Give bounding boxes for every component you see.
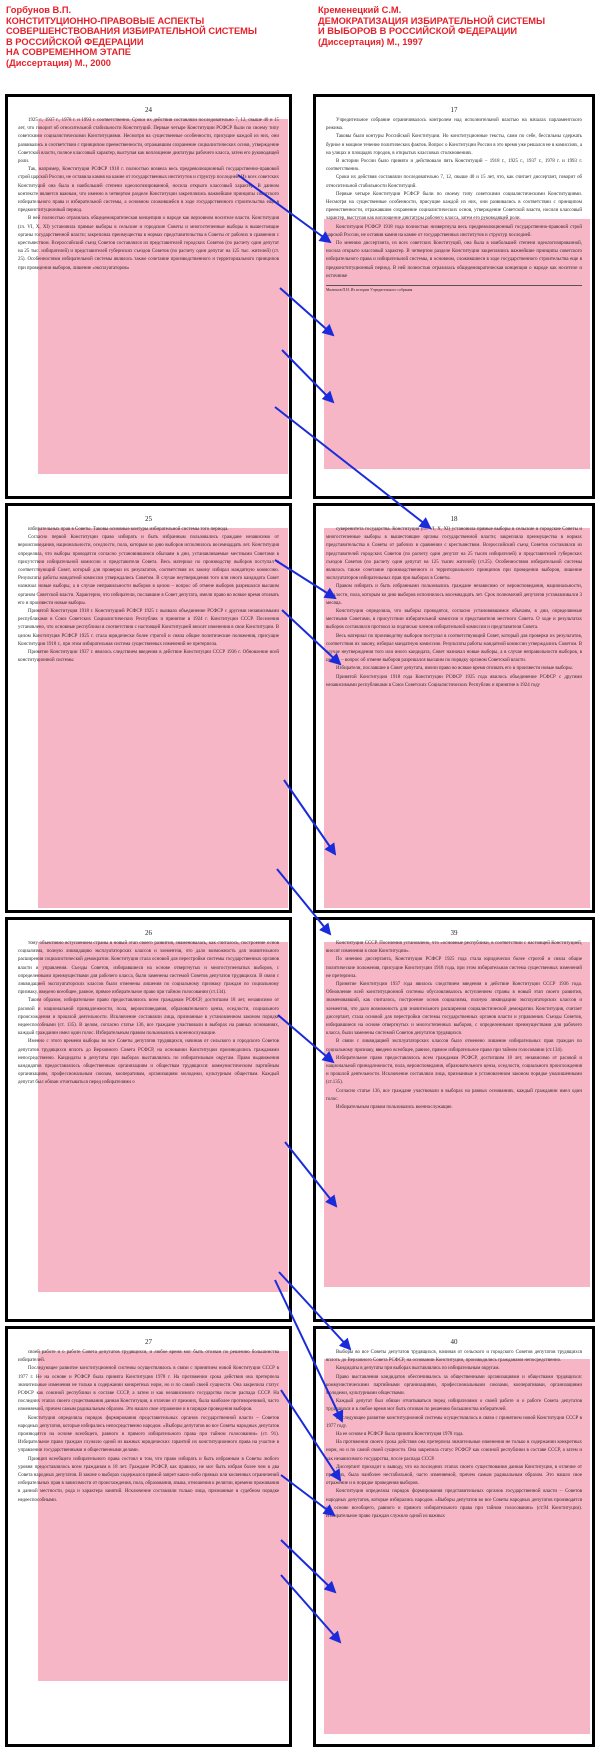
paragraph: По мнению диссертанта, Конституция РСФСР 1925 года стала юридически более строгой и сняла общие политические положения, присущие Конституции 1918 года, при этом избирательная система существенных изменений не претерпела. [326, 957, 582, 979]
paragraph: Конституция определяла, что выборы проводятся, согласно установившимся обычаям, в дни, определяемые местными Советами, в присутствии избирательной комиссии и представителя местного Совета. О ходе и результатах выборов составлялся протокол за подписью членов избирательной комиссии и представителя Совета. [326, 609, 582, 631]
paragraph: Правом избирать и быть избранными пользовались граждане независимо от вероисповедания, национальности, оседлости, пола, которым ко дню выборов исполнилось восемнадцать лет. Срок полномочий депутатов устанавливался 3 месяца. [326, 584, 582, 606]
header-left-line: НА СОВРЕМЕННОМ ЭТАПЕ [6, 47, 131, 58]
page-body [316, 526, 592, 690]
paragraph: В истории России было принято и действовало пять Конституций – 1918 г., 1925 г., 1937 г., 1978 г. и 1993 г. соответственно. [326, 159, 582, 173]
paragraph: 1925 г., 1937 г., 1978 г. и 1993 г. соответственно. Сроки их действия составляли последовательно 7, 12, свыше 40 и 15 лет, что говорит об относительной стабильности Конституций. Первые четыре Конституции РСФСР были по своему типу советскими социалистическими Конституциями. Несмотря на существенные особенности, присущие каждой из них, они развивались в соответствии с принципом преемственности, отражавшим сохранение социалистических основ, утверждение Советской власти, полное классовый характер, выступая как воплощение диктатуры рабочего класса, затем его руководящей роли. [18, 118, 279, 165]
paragraph: Принятой Конституция 1918 г. Конституцией РСФСР 1925 г. вызвало объединение РСФСР с другими независимыми республиками в Союз Советских Социалистических Республик и принятие в 1924 г. Конституции СССР. Поселения установлено, что основные республики в соответствии с настоящей Конституцией вносят изменения в свои Конституции. В целом Конституция РСФСР 1925 г. стала юридически более строгой и сняла общие политические положения, присущие Конституции 1918 г., при этом избирательная система существенных изменений не претерпела. [18, 609, 279, 647]
paragraph: Согласно первой Конституции право избирать и быть избранным пользовались граждане независимо от вероисповедания, национальности, оседлости, пола, которым ко дню выборов исполнилось восемнадцать лет. Конституция определяла, что выборы проводятся согласно установившимся обычаям в дни, устанавливаемые местными Советами в присутствии избирательной комиссии и представителя Совета. Весь материал по производству выборов поступал в соответствующий Совет, который для проверки их результатов, соответствия их закону избирал мандатную комиссию. Результаты работы мандатной комиссии утверждались Советом. В случае неутверждения того или иного кандидата Совет назначал новые выборы, а в случае неправильности выборов в целом – вопрос об отмене выборов разрешался высшим органом Советской власти. Характерно, что избиратели, пославшие в Совет депутата, имели право во всякое время отозвать его и произвести новые выборы. [18, 535, 279, 606]
page-number: 24 [145, 106, 152, 114]
right-page-40 [313, 1326, 595, 1747]
paragraph: суверенитета государства. Конституция (гл. VI, X, XI) установила прямые выборы в сельские и городские Советы и многостепенные выборы в вышестоящие органы государственной власти; закрепляла преимущества в нормах представительства в Советы от рабочих в сравнении с крестьянством. Всероссийский съезд Советов составлялся из представителей городских Советов (по расчету один депутат на 25 тысяч избирателей) и представителей губернских съездов Советов (по расчету один депутат на 125 тысяч жителей) (ст.25). Особенностями избирательной системы являлось также сочетание производственного и территориального принципов при проведении выборов, лишение эксплуататоров избирательных прав при выборах в Советы. [326, 527, 582, 582]
header-left-line: СОВЕРШЕНСТВОВАНИЯ ИЗБИРАТЕЛЬНОЙ СИСТЕМЫ [6, 26, 257, 37]
paragraph: Конституция РСФСР 1918 года полностью низвергнула весь предреволюционный государственно-правовой строй царской России, не оставив камня на камне от государственных институтов и структур последней. [326, 224, 582, 238]
header-right [318, 5, 598, 47]
paragraph: Первые четыре Конституции РСФСР были по своему типу советскими социалистическими Конституциями. Несмотря на существенные особенности, присущие каждой из них, они развивались в соответствии с принципом преемственности, отражавшим сохранение социалистических основ, утверждение Советской власти, носили классовый характер, выступая как воплощение диктатуры рабочего класса, затем его руководящей роли. [326, 191, 582, 222]
paragraph: Выборы во все Советы депутатов трудящихся, начиная от сельского и городского Советов депутатов трудящихся вплоть до Верховного Совета РСФСР, на основании Конституции, производились гражданами непосредственно. [326, 1350, 582, 1364]
header-left-line: В РОССИЙСКОЙ ФЕДЕРАЦИИ [6, 36, 144, 47]
page-number: 26 [145, 929, 152, 937]
paragraph: В ней полностью отразилась общедемократическая концепция о народе как верховном носителе власти. Конституция (гл. VI, X, XI) установила прямые выборы в сельские и городские Советы и многостепенные выборы в вышестоящие органы государственной власти; закрепляла преимущества в нормах представительства в Советы от рабочих в сравнении с крестьянством. Всероссийский съезд Советов составлялся из представителей городских Советов (по расчету один депутат на 25 тыс. избирателей) и представителей губернских съездов Советов (по расчету один депутат на 125 тыс. жителей) (ст. 25). Особенностями избирательной системы являлось также сочетание производственного и территориального принципов при проведении выборов, лишение «эксплуататоров» [18, 216, 279, 271]
page-body [8, 1349, 289, 1505]
paragraph: Последующее развитие конституционной системы осуществлялось в связи с принятием новой Конституции СССР в 1977 г. Не на основе и РСФСР была принята Конституция 1978 г. На протяжении срока действия она претерпела значительные изменения не только в содержании конкретных норм, но и по самой своей сущности. Она закрепила статус РСФСР как союзной республики в составе СССР, а затем и как независимого государства после распада СССР. На последних этапах своего существования данная Конституция, в отличие от прежних, была наиболее противоречивой, часто изменяемой, причем самым радикальным образом. Это нашло свое отражение и в порядке проведения выборов. [18, 1366, 279, 1413]
paragraph: На ее основе в РСФСР была принята Конституция 1978 года. [336, 1432, 464, 1438]
paragraph: Конституция определяла порядок формирования представительных органов государственной власти – Советов народных депутатов, которые избирались непосредственно народом. «Выборы депутатов во все Советы народных депутатов производятся на основе всеобщего, равного и прямого избирательного права при тайном голосовании» (ст. 91). Избирательное право граждан служило одной из важных юридических гарантий их конституционного права на участие в управлении государственными и общественными делами. [18, 1415, 279, 1454]
left-page-27 [5, 1326, 292, 1747]
paragraph: Право выставления кандидатов обеспечивалось за общественными организациями и обществами трудящихся: коммунистическими партийными организациями, профессиональными союзами, кооперативами, организациями молодежи, культурными обществами. [326, 1374, 582, 1397]
paragraph: Так, например, Конституция РСФСР 1918 г. полностью возвела весь предреволюционный государственно-правовой строй царской России, не оставила камня на камне от государственных институтов и структур последней. Из всех советских Конституций она была в наибольшей степени идеологизированной, носила открыто классовый характер. В данном контексте является важным, что именно в четвертом разделе Конституции закреплялись важнейшие принципы советского избирательного права и избирательной системы, а основном сложившейся в ходе государственного строительства еще в предконституционный период. [18, 167, 279, 214]
header-right-line: (Диссертация) М., 1997 [318, 36, 423, 47]
page-body [316, 940, 592, 1112]
paragraph: По мнению диссертанта, из всех советских Конституций, она была в наибольшей степени идеологизированной, носила открыто классовый характер. В четвертом разделе Конституции закреплялись важнейшие принципы советского избирательного права и избирательной системы, в основном, сложившиеся в ходе государственного строительства еще в предконституционный период. В ней полностью отразилась общедемократическая концепция о народе как носителе и источнике [326, 241, 582, 279]
header-right-line: ДЕМОКРАТИЗАЦИЯ ИЗБИРАТЕЛЬНОЙ СИСТЕМЫ [318, 15, 546, 26]
right-page-17 [313, 94, 595, 499]
paragraph: тому объективно вступлением страны в новый этап своего развития, знаменовалась, как считалось, построение основ социализма, полную ликвидацию эксплуататорских классов и элементов, что дало возможность для значительного расширения социалистической демократии. Конституция стала основой для перестройки системы государственных органов власти и управления. Съезды Советов, избиравшиеся на основе отвергнутых и многоступенчатых выборов, с определенными преимуществами для рабочего класса, были заменены системой Советов депутатов трудящихся. В связи с ликвидацией эксплуататорских классов были отменены лишения по социальному признаку граждан по социальному признаку, введено всеобщее, равное, прямое избирательное право при тайном голосовании (ст.134). [18, 941, 279, 996]
paragraph: Кандидаты в депутаты при выборах выставлялись по избирательным округам. [336, 1366, 500, 1372]
paragraph: Конституции СССР. Поселения установлено, что «основные республики, в соответствии с настоящей Конституцией, вносят изменения в свои Конституции». [326, 941, 582, 955]
paragraph: Каждый депутат был обязан отчитываться перед избирателями о своей работе и о работе Совета депутатов трудящихся и в любое время мог быть отозван по решению большинства избирателей. [326, 1399, 582, 1413]
paragraph: избирательных прав в Советы. Таковы основные контуры избирательной системы того периода. [28, 527, 229, 532]
page-number: 18 [450, 515, 458, 523]
paragraph: Последующее развитие конституционной системы осуществлялось в связи с принятием новой Конституции СССР в 1977 году. [326, 1415, 582, 1429]
header-right-line: Кременецкий С.М. [318, 5, 402, 15]
left-page-24 [5, 94, 292, 499]
paragraph: Сроки их действия составляли последовательно 7, 12, свыше 40 и 15 лет, что, как считает диссертант, говорит об относительной стабильности Конституций. [326, 175, 582, 189]
paragraph: Избиратели, пославшие в Совет депутата, имели право во всякое время отозвать его и произвести новые выборы. [336, 666, 573, 672]
paragraph: Конституция определяла порядок формирования представительных органов государственной власти – Советов народных депутатов, которые избирались народом. «Выборы депутатов во все Советы народных депутатов производятся на основе всеобщего, равного и прямого избирательного права при тайном голосовании» (ст.94 Конституции). Избирательное право граждан служило одной из важных [326, 1489, 582, 1520]
paragraph: Таким образом, избирательное право предоставлялось всем гражданам РСФСР, достигшим 18 лет, независимо от расовой и национальной принадлежности, пола, вероисповедания, образовательного ценза, оседлости, социального происхождения и прошлой деятельности. Исключение составляли лица, признанные в установленном законом порядке недееспособными (ст. 135). В целом, согласно статье 136, все граждане участвовали в выборах на равных основаниях, каждый гражданин имел один голос. Избирательным правом пользовались в военнослужащие. [18, 998, 279, 1037]
paragraph: Избирательным правом пользовались военнослужащие. [336, 1105, 453, 1111]
page-body [8, 526, 289, 665]
paragraph: Принятие Конституции 1937 года явилось следствием введения в действие Конституции СССР 1936 года. Обновление всей конституционной системы обусловливалось вступлением страны в новый этап своего развития, знаменовавший, как считалось, построение основ социализма, полную ликвидацию эксплуататорских классов и элементов, что дало возможность для значительного расширения социалистической демократии. Конституция, считает диссертант, стала основой для перестройки системы государственных органов власти и управления. Съезды Советов, избиравшиеся на основе отвергнутых и многостепенных выборов, с определенными преимуществами для рабочего класса, были заменены системой Советов депутатов трудящихся. [326, 982, 582, 1037]
page-body [316, 1349, 592, 1521]
page-number: 17 [450, 106, 458, 114]
paragraph: Именно с этого времени выборы во все Советы депутатов трудящихся, начиная от сельского и городского Советов депутатов трудящихся вплоть до Верховного Совета РСФСР, на основании Конституции производились гражданами непосредственно. Кандидаты в депутаты при выборах выставлялись по избирательным округам. Право выдвижения кандидатов предоставлялось общественным организациям и обществам трудящихся: коммунистическим партийным организациям, профессиональным союзам, кооперативам, организациям молодежи, культурным обществам. Каждый депутат был обязан отчитываться перед избирателями о [18, 1039, 279, 1086]
paragraph: Принятой Конституции 1918 года Конституции РСФСР 1925 года явилось объединение РСФСР с другими независимыми республиками в Союз Советских Социалистических Республик и принятие в 1924 году [326, 674, 582, 688]
paragraph: Принцип всеобщего избирательного права состоял в том, что право избирать и быть избранным в Советы любого уровня предоставлялось всем гражданам в 18 лет. Граждане РСФСР, как правило, не мог быть избран более чем в два Совета народных депутатов. В законе о выборах содержался прямой запрет каких-либо прямых или косвенных ограничений избирательных прав в зависимости от происхождения, пола, образования, языка, отношения к религии, времени проживания в данной местности, рода и характера занятий. Исключение составляли только лица, признанные в судебном порядке недееспособными. [18, 1456, 279, 1503]
paragraph: Избирательное право предоставлялось всем гражданам РСФСР, достигшим 18 лет, независимо от расовой и национальной принадлежности, пола, вероисповедания, образовательного ценза, оседлости, социального происхождения и прошлой деятельности. Исключение составляли лица, признанные в установленном законом порядке умалишенными (ст.135). [326, 1055, 582, 1086]
left-page-26 [5, 917, 292, 1322]
header-left-line: (Диссертация) М., 2000 [6, 57, 111, 68]
paragraph: Весь материал по производству выборов поступал в соответствующий Совет, который для проверки их результатов, соответствия их закону, избирал мандатную комиссию. Результаты работы мандатной комиссии утверждались Советом. В случае неутверждения того или иного кандидата, Совет назначал новые выборы, а в случае неправильности выборов, в целом, – вопрос об отмене выборов разрешался высшим по порядку органом Советской власти. [326, 633, 582, 664]
right-page-18 [313, 503, 595, 913]
page-number: 40 [450, 1338, 458, 1346]
paragraph: На протяжении своего срока действия она претерпела значительные изменения не только в содержании конкретных норм, но и по самой своей сущности. Она закрепила статус РСФСР как союзной республики в составе СССР, а затем и как независимого государства, после распада СССР. [326, 1440, 582, 1462]
header-left [6, 5, 296, 69]
page-body [8, 940, 289, 1088]
header-left-line: КОНСТИТУЦИОННО-ПРАВОВЫЕ АСПЕКТЫ [6, 15, 205, 26]
page-body [316, 117, 592, 293]
paragraph: Учредительное собрание ограничивалось контролем над исполнительной властью на началах парламентского режима. [326, 118, 582, 132]
paragraph: Принятие Конституции 1937 г. явилось следствием введения в действие Конституции СССР 1936 г. Обновление всей конституционной системы [18, 650, 279, 664]
left-page-25 [5, 503, 292, 913]
page-number: 25 [145, 515, 152, 523]
paragraph: Диссертант приходит к выводу, что на последних этапах своего существования данная Конституция, в отличие от прежних, была наиболее нестабильной, часто изменяемой, причем самым радикальным образом. Это нашло свое отражение и в порядке проведения выборов. [326, 1464, 582, 1487]
page-body [8, 117, 289, 273]
paragraph: Согласно статье 136, все граждане участвовали в выборах на равных основаниях, каждый гражданин имел один голос. [326, 1088, 582, 1102]
page-number: 27 [145, 1338, 152, 1346]
footnote: Милюков П.Н. Из истории Учредительного собрания [326, 285, 582, 293]
header-left-line: Горбунов В.П. [6, 5, 72, 15]
right-page-39 [313, 917, 595, 1322]
page-number: 39 [450, 929, 458, 937]
paragraph: своей работе и о работе Совета депутатов трудящихся, и любое время мог быть отозван по решению большинства избирателей. [18, 1350, 279, 1364]
paragraph: В связи с ликвидацией эксплуататорских классов было отменено лишение избирательных прав граждан по социальному признаку, введено всеобщее, равное, прямое избирательное право при тайном голосовании (ст.134). [326, 1039, 582, 1053]
header-right-line: И ВЫБОРОВ В РОССИЙСКОЙ ФЕДЕРАЦИИ [318, 26, 518, 37]
paragraph: Таковы были контуры Российской Конституции. Но конституционные тексты, сами по себе, бессильны сдержать бурное и мощное течение политических фактов. Вопрос о Конституции России в это время уже решался не в комиссиях, а на улицах и площадях городов, в открытых классовых столкновениях. [326, 134, 582, 156]
